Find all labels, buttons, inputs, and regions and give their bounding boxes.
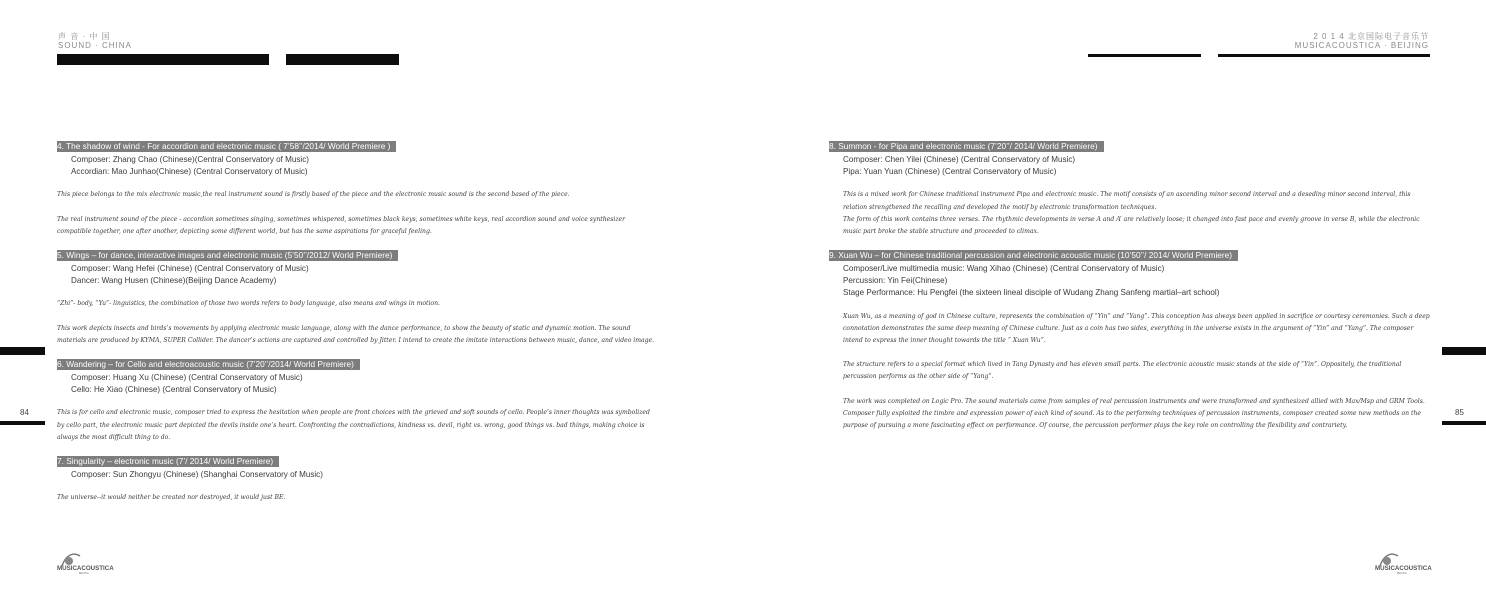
- credit-line: Pipa: Yuan Yuan (Chinese) (Central Conservatory of Music): [843, 167, 1057, 177]
- credit-line: Dancer: Wang Husen (Chinese)(Beijing Dance Academy): [71, 276, 277, 286]
- section-title: 5. Wings – for dance, interactive images and electronic music (5’50’’/2012/ World Premiere): [57, 250, 398, 261]
- section-title: 9. Xuan Wu – for Chinese traditional percussion and electronic acoustic music (10’50’’/ 2014/ World Premiere): [829, 250, 1238, 261]
- section-title: 8. Summon - for Pipa and electronic music (7’20’’/ 2014/ World Premiere): [829, 141, 1104, 152]
- header-right-chinese: 2 0 1 4 北京国际电子音乐节: [1313, 32, 1429, 41]
- side-marker-right: [1442, 347, 1486, 355]
- section-title: 7. Singularity – electronic music (7’/ 2014/ World Premiere): [57, 456, 279, 467]
- credit-line: Cello: He Xiao (Chinese) (Central Conservatory of Music): [71, 385, 277, 395]
- logo-subtext: BEIJING: [1397, 572, 1407, 575]
- header-right-english: MUSICACOUSTICA · BEIJING: [1294, 41, 1429, 50]
- program-section-9: [829, 245, 1430, 432]
- side-marker-right-bottom: [1442, 421, 1486, 425]
- header-left-chinese: 声 音 · 中 国: [58, 32, 111, 41]
- page-number-left: 84: [20, 408, 29, 417]
- description-paragraph: The work was completed on Logic Pro. The sound materials came from samples of real percussion instruments and were transformed and synthesized allied with Max/Msp and GRM Tools. Composer fully exploited the timbre and expression power of each kind of sound. As to the performing techniques of percussion instruments, composer created some new methods on the purpose of pursuing a more fascinating effect on performance. Of course, the percussion performer plays the key role on controlling the flexibility and contrariety.: [843, 397, 1425, 430]
- right-column: [829, 0, 1430, 600]
- description-paragraph: The structure refers to a special format which lived in Tang Dynasty and has eleven small parts. The electronic acoustic music stands at the side of “Yin”. Oppositely, the traditional percussion performs as the other side of “Yang”.: [843, 361, 1402, 381]
- description-paragraph: This piece belongs to the mix electronic music,the real instrument sound is firstly based of the piece and the electronic music sound is the second based of the piece.: [57, 191, 570, 199]
- musicacoustica-logo-right: [1375, 552, 1431, 576]
- description-paragraph: This is for cello and electronic music, composer tried to express the hesitation when people are front choices with the grieved and soft sounds of cello. People’s inner thoughts was symbolized by cello part, the electronic music part depicted the devils inside one’s heart. Confronting the contradictions, kindness vs. devil, right vs. wrong, good things vs. bad things, making choice is always the most difficult thing to do.: [57, 409, 650, 441]
- description-paragraph: “Zhi”- body, “Yu”- linguistics, the combination of those two words refers to body language, also means and wings in motion.: [57, 300, 440, 308]
- credit-line: Composer: Chen Yilei (Chinese) (Central Conservatory of Music): [843, 155, 1076, 164]
- page-number-right: 85: [1455, 408, 1464, 417]
- logo-subtext: BEIJING: [79, 572, 89, 575]
- program-section-7: [57, 451, 659, 504]
- program-section-8: [829, 136, 1430, 238]
- logo-text: MUSICACOUSTICA: [57, 565, 114, 572]
- musicacoustica-logo-left: [57, 552, 113, 576]
- credit-line: Composer: Huang Xu (Chinese) (Central Conservatory of Music): [71, 373, 303, 382]
- description-paragraph: The universe--it would neither be created nor destroyed, it would just BE.: [57, 494, 286, 502]
- description-paragraph: This work depicts insects and birds’s movements by applying electronic music language, along with the dance performance, to show the beauty of static and dynamic motion. The sound materials are produced by KYMA, SUPER Collider. The dancer’s actions are captured and controlled by Jitter. I intend to create the imitate interactions between music, dance, and video image.: [57, 324, 655, 344]
- credit-line: Accordian: Mao Junhao(Chinese) (Central Conservatory of Music): [71, 167, 308, 177]
- credit-line: Composer: Sun Zhongyu (Chinese) (Shanghai Conservatory of Music): [71, 470, 323, 479]
- program-section-4: [57, 136, 659, 238]
- program-section-5: [57, 245, 659, 347]
- credit-line: Stage Performance: Hu Pengfei (the sixteen lineal disciple of Wudang Zhang Sanfeng martial–art school): [843, 288, 1220, 298]
- description-paragraph: Xuan Wu, as a meaning of god in Chinese culture, represents the combination of “Yin” and “Yang”. This conception has always been applied in sacrifice or courtesy ceremonies. Such a deep connotation demonstrates the same deep meaning of Chinese culture. Just as a coin has two sides, everything in the universe exists in the argument of “Yin” and “Yang”. The composer intend to express the inner thought towards the title “ Xuan Wu”.: [843, 312, 1430, 345]
- credit-line: Percussion: Yin Fei(Chinese): [843, 276, 948, 286]
- credit-line: Composer: Wang Hefei (Chinese) (Central Conservatory of Music): [71, 264, 309, 273]
- side-marker-left-bottom: [0, 421, 45, 425]
- program-section-6: [57, 354, 659, 444]
- side-marker-left: [0, 347, 45, 355]
- description-paragraph: This is a mixed work for Chinese traditional instrument Pipa and electronic music. The motif consists of an ascending minor second interval and a deseding minor second interval, this relation strengthened the recalling and developed the motif by electronic transformation techniques. The form of this work contains three verses. The rhythmic developments in verse A and A’ are relatively loose; it changed into fast pace and evenly groove in verse B, while the electronic music part broke the stable structure and proceeded to climax.: [843, 191, 1420, 236]
- header-left-english: SOUND · CHINA: [58, 41, 132, 50]
- section-title: 6. Wandering – for Cello and electroacoustic music (7’20’’/2014/ World Premiere): [57, 359, 360, 370]
- credit-line: Composer/Live multimedia music: Wang Xihao (Chinese) (Central Conservatory of Music): [843, 264, 1165, 273]
- section-title: 4. The shadow of wind - For accordion and electronic music ( 7’58’’/2014/ World Premiere ): [57, 141, 396, 152]
- logo-text: MUSICACOUSTICA: [1375, 565, 1432, 572]
- credit-line: Composer: Zhang Chao (Chinese)(Central Conservatory of Music): [71, 155, 309, 164]
- left-column: [57, 0, 659, 600]
- description-paragraph: The real instrument sound of the piece - accordion sometimes singing, sometimes whispered, sometimes black keys, sometimes white keys, real accordion sound and voice synthesizer compatible together, one after another, depicting some different world, but has the same aspirations for graceful feeling.: [57, 215, 626, 235]
